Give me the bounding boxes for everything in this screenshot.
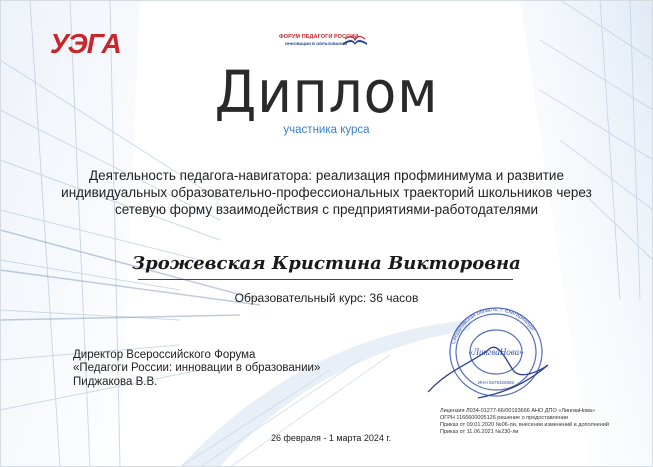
certificate-title: Диплом <box>214 58 439 126</box>
director-forum: «Педагоги России: инновации в образовании» <box>73 362 321 375</box>
director-signature-block <box>73 349 320 389</box>
course-title-line: индивидуальных образовательно-профессиональных траекторий школьников через <box>61 185 592 201</box>
seal-number-text: ИНН 6679326956 <box>477 380 515 385</box>
seal-center-text: «ЛингваНова» <box>468 347 524 357</box>
brand-logo-text: УЭГА <box>50 28 121 59</box>
director-name: Пиджакова В.В. <box>73 375 158 388</box>
license-line: Приказ от 09.01.2020 №06-ли, внесении изменений и дополнений <box>440 422 609 429</box>
course-title <box>60 167 593 218</box>
license-info <box>440 408 609 437</box>
course-hours: Образовательный курс: 36 часов <box>234 291 419 305</box>
director-title: Директор Всероссийского Форума <box>73 349 256 361</box>
course-title-line: сетевую форму взаимодействия с предприятиями-работодателями <box>114 202 539 218</box>
seal-ring-text: Свердловская область, г. Екатеринбург <box>450 306 536 345</box>
brand-logo <box>32 28 121 59</box>
course-title-line: Деятельность педагога-навигатора: реализация профминимума и развитие <box>89 168 564 183</box>
forum-logo-subtext: ИННОВАЦИИ В ОБРАЗОВАНИИ <box>285 41 348 46</box>
forum-logo-text: ФОРУМ ПЕДАГОГИ РОССИИ <box>279 34 359 40</box>
license-line: Лицензия Л034-01277-66/00193666 АНО ДПО «ЛингваНова» <box>440 408 595 414</box>
certificate-subtitle: участника курса <box>283 124 370 136</box>
name-underline <box>138 279 513 280</box>
recipient-name: Зрожевская Кристина Викторовна <box>132 253 521 274</box>
official-seal <box>418 300 568 405</box>
license-line: Приказ от 11.06.2021 №230-ли <box>440 429 519 436</box>
course-dates: 26 февраля - 1 марта 2024 г. <box>271 433 392 443</box>
forum-logo <box>279 31 371 51</box>
license-line: ОГРН 1166600005126 решение о предоставлении <box>440 415 568 422</box>
